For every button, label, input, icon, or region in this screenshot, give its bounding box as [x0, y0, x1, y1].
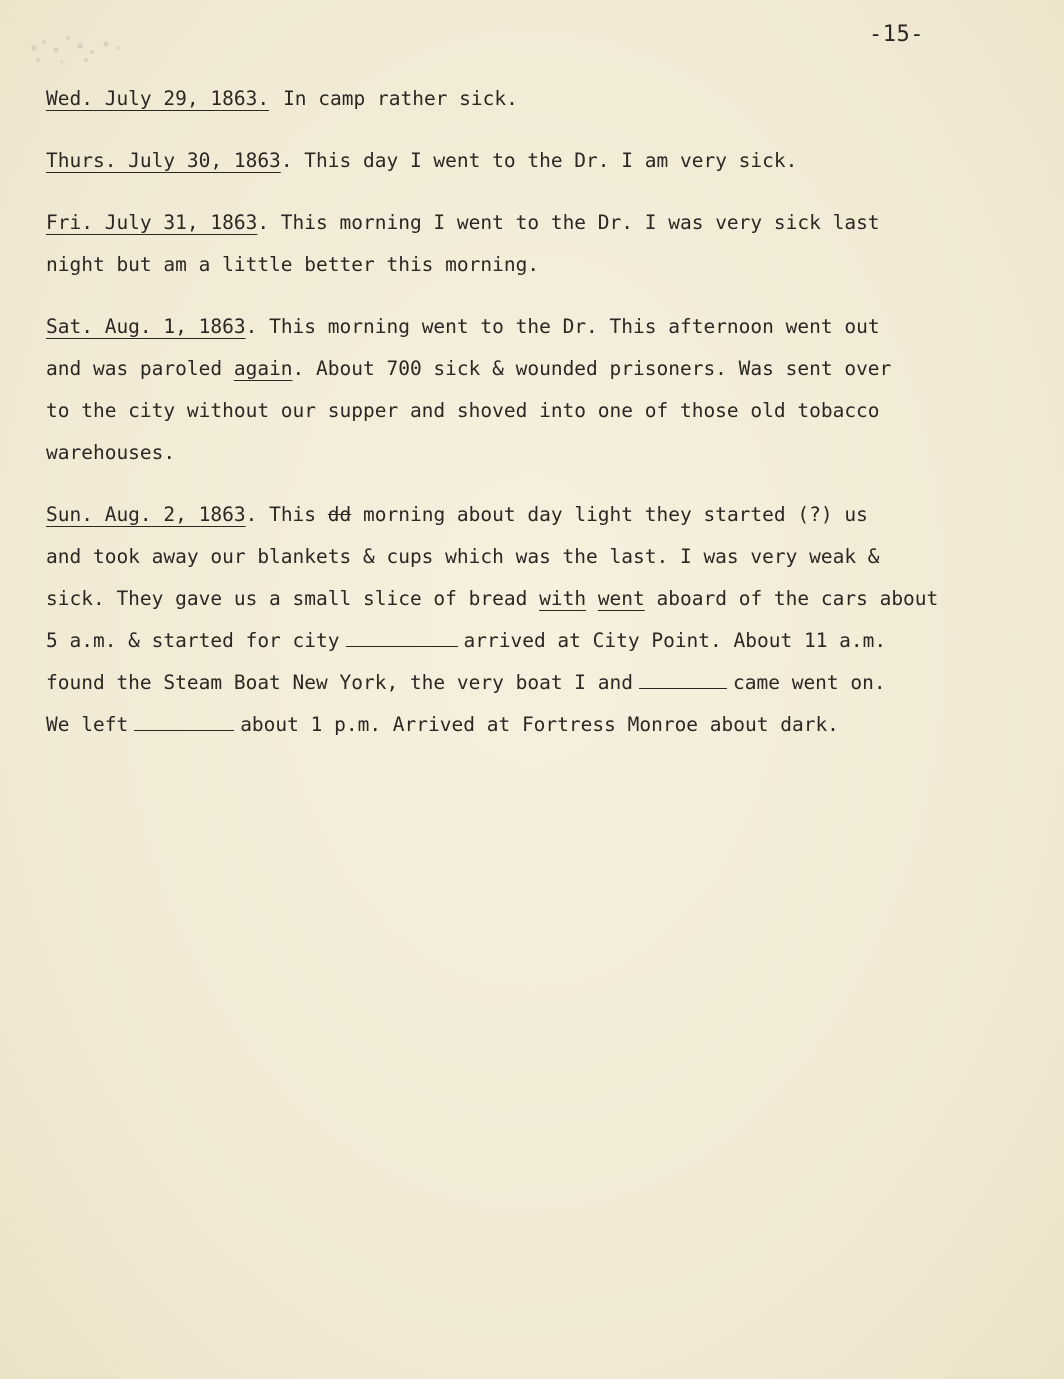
blank-line: [134, 712, 234, 731]
entry-text: . This morning I went to the Dr. I was very sick last: [257, 211, 880, 234]
entry-line: [46, 202, 1036, 244]
entry-text: . This morning went to the Dr. This afternoon went out: [245, 315, 880, 338]
page-number: -15-: [869, 22, 924, 47]
entry-date: Wed. July 29, 1863.: [46, 87, 270, 110]
diary-entry-july-30: [46, 140, 1036, 182]
entry-date: Thurs. July 30, 1863: [46, 149, 281, 172]
struck-text: dd: [327, 503, 352, 526]
entry-text: . This day I went to the Dr. I am very sick.: [280, 149, 798, 172]
entry-text: 5 a.m. & started for city: [46, 629, 340, 652]
diary-entries: [46, 78, 1036, 766]
entry-line: [46, 662, 1036, 704]
entry-text: morning about day light they started (?) us: [351, 503, 868, 526]
entry-text: came went on.: [733, 671, 886, 694]
blank-line: [639, 670, 727, 689]
diary-entry-aug-2: [46, 494, 1036, 746]
entry-line: to the city without our supper and shoved into one of those old tobacco: [46, 399, 880, 422]
entry-line: [46, 306, 1036, 348]
entry-text: . This: [245, 503, 328, 526]
entry-text: and was paroled: [46, 357, 234, 380]
entry-line: [46, 620, 1036, 662]
entry-text: about 1 p.m. Arrived at Fortress Monroe about dark.: [240, 713, 839, 736]
underlined-word: went: [597, 587, 645, 610]
paper-speckle-mark: [22, 28, 132, 72]
entry-line: night but am a little better this morning.: [46, 253, 540, 276]
diary-entry-july-31: [46, 202, 1036, 286]
entry-text: sick. They gave us a small slice of bread: [46, 587, 540, 610]
entry-line: [46, 578, 1036, 620]
diary-entry-aug-1: [46, 306, 1036, 474]
entry-text: We left: [46, 713, 129, 736]
entry-line: [46, 348, 1036, 390]
entry-text: . About 700 sick & wounded prisoners. Was sent over: [292, 357, 892, 380]
entry-line: warehouses.: [46, 441, 176, 464]
entry-text: In camp rather sick.: [283, 87, 518, 110]
entry-line: [46, 140, 1036, 182]
entry-line: and took away our blankets & cups which was the last. I was very weak &: [46, 545, 880, 568]
blank-line: [346, 628, 458, 647]
entry-line: [46, 494, 1036, 536]
entry-text: arrived at City Point. About 11 a.m.: [463, 629, 887, 652]
diary-entry-july-29: [46, 78, 1036, 120]
underlined-word: with: [539, 587, 587, 610]
entry-line: [46, 78, 1036, 120]
underlined-word: again: [233, 357, 293, 380]
entry-date: Sun. Aug. 2, 1863: [46, 503, 246, 526]
entry-date: Sat. Aug. 1, 1863: [46, 315, 246, 338]
entry-text: found the Steam Boat New York, the very boat I and: [46, 671, 633, 694]
entry-text: aboard of the cars about: [644, 587, 939, 610]
entry-date: Fri. July 31, 1863: [46, 211, 258, 234]
entry-line: [46, 704, 1036, 746]
